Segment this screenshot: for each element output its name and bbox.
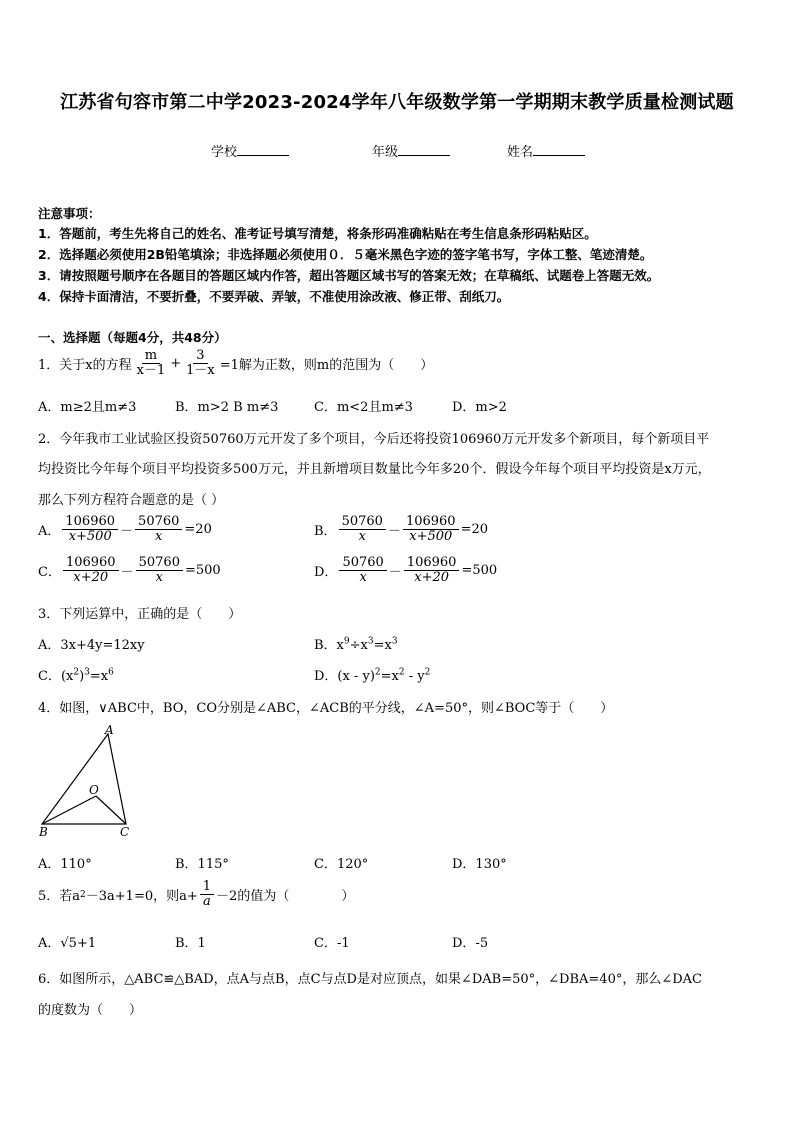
option-a[interactable]: A．110° [38, 857, 92, 872]
option-b[interactable]: B．1 [175, 936, 206, 951]
page-title: 江苏省句容市第二中学2023-2024学年八年级数学第一学期期末教学质量检测试题 [60, 92, 734, 113]
note-item: 3．请按照题号顺序在各题目的答题区域内作答，超出答题区域书写的答案无效；在草稿纸、试题卷上答题无效。 [38, 268, 660, 283]
grade-field [372, 141, 450, 160]
option-a[interactable]: A．m≥2且m≠3 [38, 400, 137, 415]
option-c[interactable]: C．120° [314, 857, 369, 872]
note-item: 1．答题前，考生先将自己的姓名、准考证号填写清楚，将条形码准确粘贴在考生信息条形码粘贴区。 [38, 226, 597, 241]
name-field [507, 141, 585, 160]
question-6-line: 的度数为（ ） [38, 1003, 143, 1018]
vertex-label-b: B [39, 825, 48, 839]
option-c[interactable]: C． $\frac{106960}{x+20}$ － $\frac{50760}{x}$ =500 [38, 555, 221, 586]
note-item: 4．保持卡面清洁，不要折叠，不要弄破、弄皱，不准使用涂改液、修正带、刮纸刀。 [38, 289, 510, 304]
note-item: 2．选择题必须使用2B铅笔填涂；非选择题必须使用０．５毫米黑色字迹的签字笔书写，字体工整、笔迹清楚。 [38, 247, 653, 262]
school-field [211, 141, 289, 160]
option-a[interactable]: A． $\frac{106960}{x+500}$ － $\frac{50760}{x}$ =20 [38, 514, 212, 545]
notes-heading: 注意事项： [38, 206, 101, 221]
option-b[interactable]: B． $\frac{50760}{x}$ － $\frac{106960}{x+500}$ =20 [314, 514, 489, 545]
school-blank[interactable] [237, 143, 289, 156]
vertex-label-a: A [105, 724, 114, 737]
grade-label: 年级 [372, 145, 399, 160]
option-d[interactable]: D．$(x - y)^2=x^2 - y^2$ [314, 667, 431, 684]
question-2-line: 那么下列方程符合题意的是（ ） [38, 493, 225, 508]
fraction: $\frac{m}{x-1}$ [136, 348, 166, 379]
option-d[interactable]: D．m>2 [452, 400, 507, 415]
name-label: 姓名 [507, 145, 534, 160]
option-b[interactable]: B．115° [175, 857, 229, 872]
section-heading: 一、选择题（每题4分，共48分） [38, 330, 227, 345]
grade-blank[interactable] [398, 143, 450, 156]
question-5-stem: 5．若a 2 －3a+1=0，则a+ $\frac{1}{a}$ －2的值为（ ） [38, 879, 355, 910]
fraction: $\frac{3}{1-x}$ [186, 348, 215, 379]
triangle-figure [34, 724, 144, 839]
vertex-label-c: C [120, 825, 130, 839]
option-d[interactable]: D． $\frac{50760}{x}$ － $\frac{106960}{x+20}$ =500 [314, 555, 498, 586]
option-c[interactable]: C．$(x^2)^3=x^6$ [38, 667, 114, 684]
question-4-stem: 4．如图，∨ABC中，BO，CO分别是∠ABC，∠ACB的平分线，∠A=50°，则∠BOC等于（ ） [38, 701, 614, 716]
option-d[interactable]: D．130° [452, 857, 507, 872]
question-3-stem: 3．下列运算中，正确的是（ ） [38, 607, 242, 622]
school-label: 学校 [211, 145, 238, 160]
option-a[interactable]: A．3x+4y=12xy [38, 638, 145, 653]
question-2-line: 2．今年我市工业试验区投资50760万元开发了多个项目，今后还将投资106960万元开发多个新项目，每个新项目平 [38, 432, 710, 447]
option-a[interactable]: A．√5+1 [38, 936, 97, 951]
question-1-stem: 1．关于x的方程 $\frac{m}{x-1}$ + $\frac{3}{1-x}$ =1解为正数，则m的范围为（ ） [38, 348, 434, 379]
option-d[interactable]: D．-5 [452, 936, 489, 951]
name-blank[interactable] [533, 143, 585, 156]
option-b[interactable]: B．m>2 B m≠3 [175, 400, 279, 415]
question-2-line: 均投资比今年每个项目平均投资多500万元，并且新增项目数量比今年多20个．假设今年每个项目平均投资是x万元， [38, 462, 711, 477]
vertex-label-o: O [89, 783, 99, 797]
option-c[interactable]: C．-1 [314, 936, 350, 951]
question-6-line: 6．如图所示，△ABC≌△BAD，点A与点B，点C与点D是对应顶点，如果∠DAB=50°，∠DBA=40°，那么∠DAC [38, 972, 702, 987]
option-c[interactable]: C．m<2且m≠3 [314, 400, 413, 415]
option-b[interactable]: B．$x^9\div x^3=x^3$ [314, 636, 398, 653]
